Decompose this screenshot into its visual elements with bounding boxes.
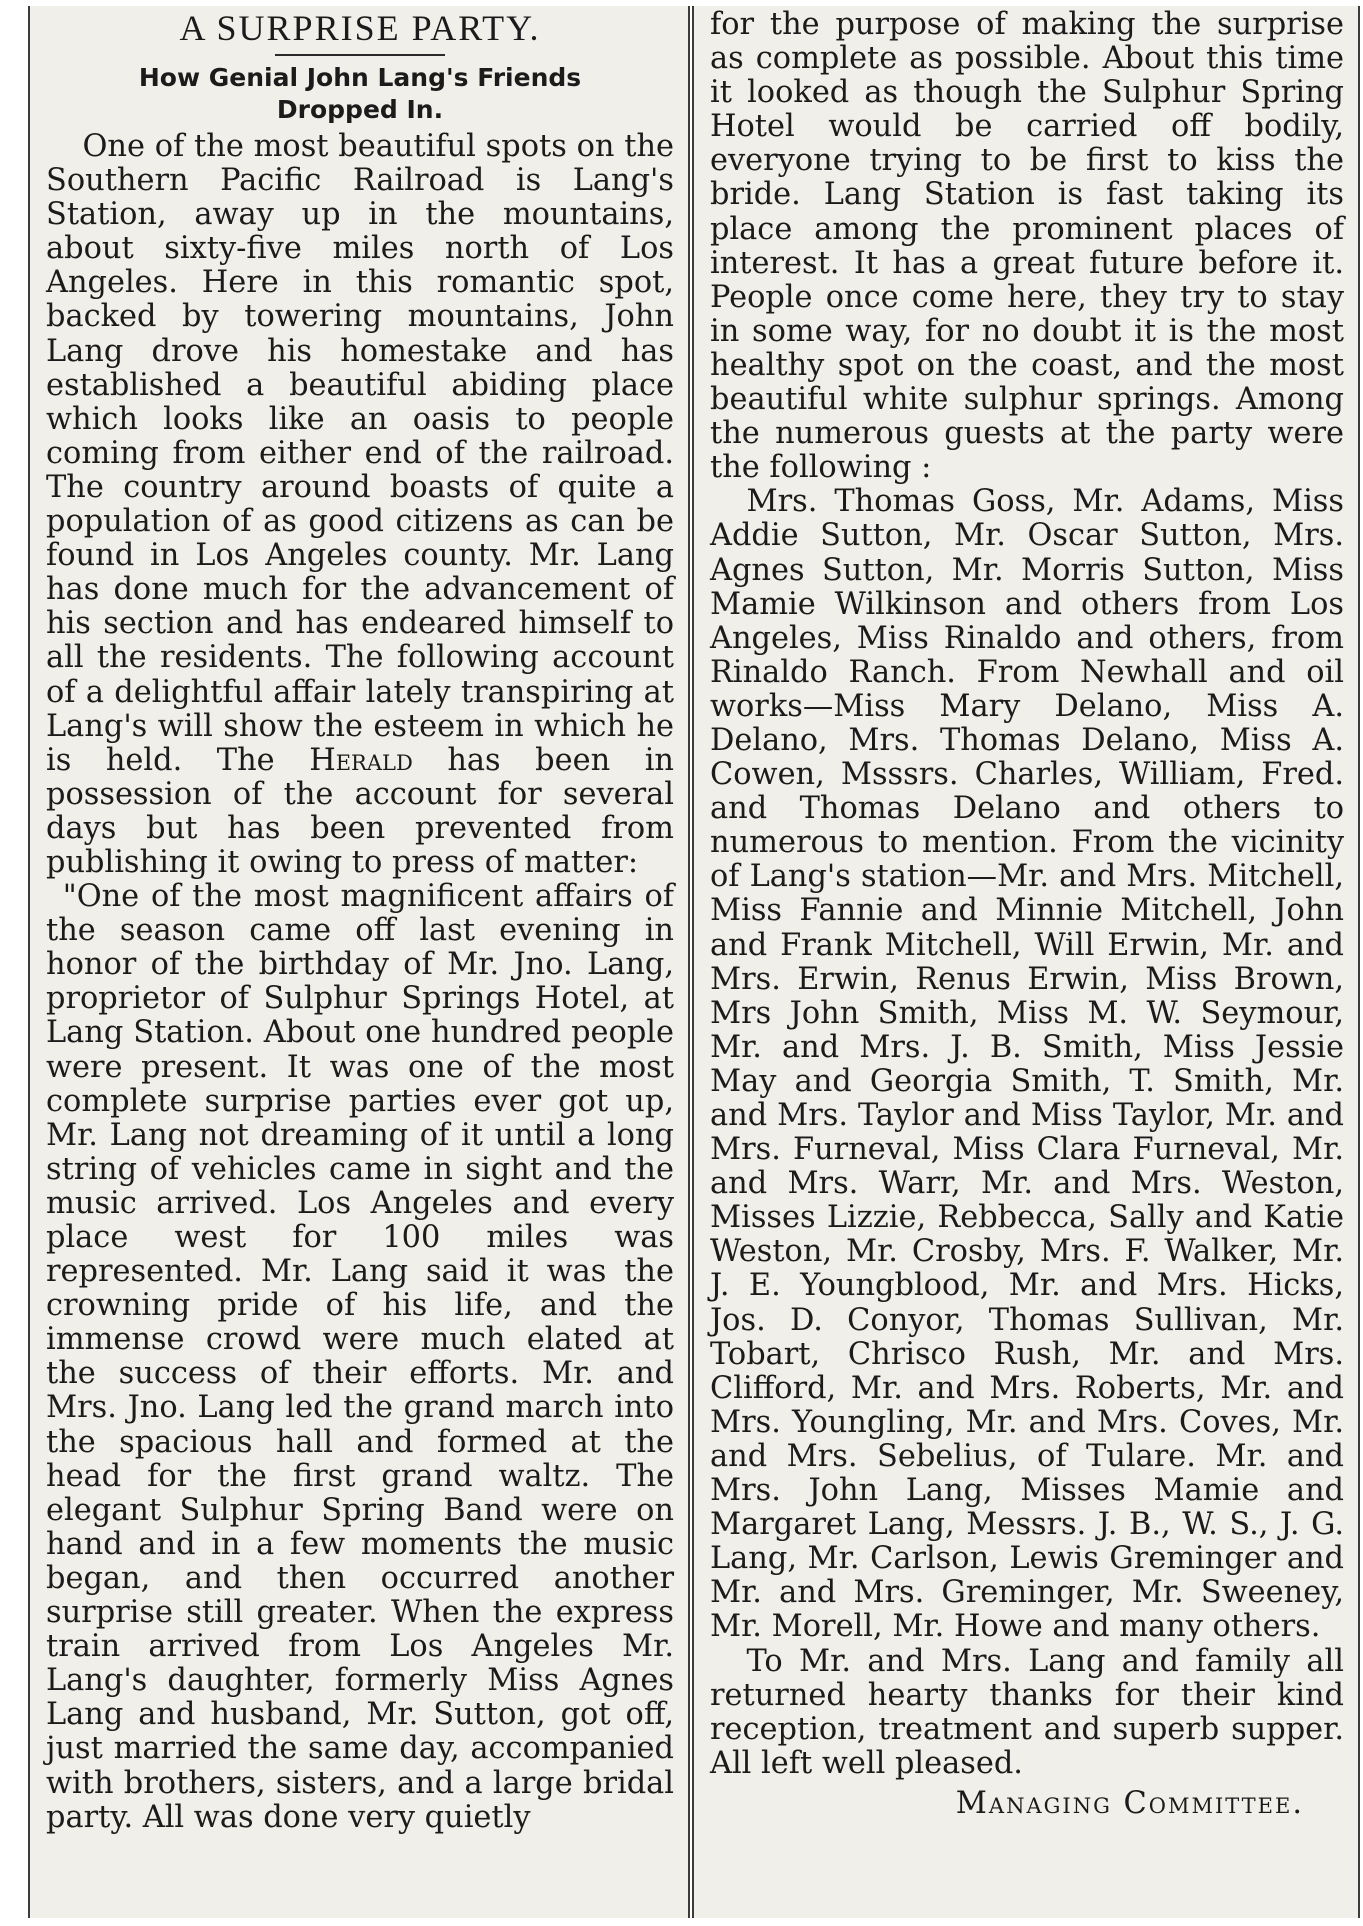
subheadline-line-1: How Genial John Lang's Friends (138, 63, 582, 92)
subheadline (46, 62, 674, 126)
intro-text-part-2: has been in possession of the account for several days but has been prevented from publishing it owing to press of matter: (46, 742, 674, 880)
herald-name: Herald (309, 742, 413, 778)
intro-text-part-1: One of the most beautiful spots on the Southern Pacific Railroad is Lang's Station, away up in the mountains, about sixty-five miles north of Los Angeles. Here in this romantic spot, backed by towering mountains, John Lang drove his homestake and has established a beautiful abiding place which looks like an oasis to people coming from either end of the railroad. The country around boasts of quite a population of as good citizens as can be found in Los Angeles county. Mr. Lang has done much for the advancement of his section and has endeared himself to all the residents. The following account of a delightful affair lately transpiring at Lang's will show the esteem in which he is held. The (46, 129, 674, 778)
right-column (692, 6, 1360, 1918)
quoted-account-paragraph: "One of the most magnificent affairs of the season came off last evening in honor of the birthday of Mr. Jno. Lang, proprietor of Sulphur Springs Hotel, at Lang Station. About one hundred people were present. It was one of the most complete surprise parties ever got up, Mr. Lang not dreaming of it until a long string of vehicles came in sight and the music arrived. Los Angeles and every place west for 100 miles was represented. Mr. Lang said it was the crowning pride of his life, and the immense crowd were much elated at the success of their efforts. Mr. and Mrs. Jno. Lang led the grand march into the spacious hall and formed at the head for the first grand waltz. The elegant Sulphur Spring Band were on hand and in a few moments the music began, and then occurred another surprise still greater. When the express train arrived from Los Angeles Mr. Lang's daughter, formerly Miss Agnes Lang and husband, Mr. Sutton, got off, just married the same day, accompanied with brothers, sisters, and a large bridal party. All was done very quietly (46, 879, 674, 1835)
left-column (28, 6, 690, 1918)
closing-paragraph: To Mr. and Mrs. Lang and family all returned hearty thanks for their kind reception, treatment and superb supper. All left well pleased. (710, 1643, 1344, 1781)
headline-rule (275, 54, 445, 56)
intro-paragraph (46, 130, 674, 880)
subheadline-line-2: Dropped In. (276, 95, 444, 124)
signature: Managing Committee. (955, 1785, 1304, 1821)
quoted-account-continued: for the purpose of making the surprise as complete as possible. About this time it looked as though the Sulphur Spring Hotel would be carried off bodily, everyone trying to be first to kiss the bride. Lang Station is fast taking its place among the prominent places of interest. It has a great future before it. People once come here, they try to stay in some way, for no doubt it is the most healthy spot on the coast, and the most beautiful white sulphur springs. Among the numerous guests at the party were the following : (710, 7, 1344, 486)
guest-list-paragraph: Mrs. Thomas Goss, Mr. Adams, Miss Addie Sutton, Mr. Oscar Sutton, Mrs. Agnes Sutton, Mr. Morris Sutton, Miss Mamie Wilkinson and others from Los Angeles, Miss Rinaldo and others, from Rinaldo Ranch. From Newhall and oil works—Miss Mary Delano, Miss A. Delano, Mrs. Thomas Delano, Miss A. Cowen, Msssrs. Charles, William, Fred. and Thomas Delano and others to numerous to mention. From the vicinity of Lang's station—Mr. and Mrs. Mitchell, Miss Fannie and Minnie Mitchell, John and Frank Mitchell, Will Erwin, Mr. and Mrs. Erwin, Renus Erwin, Miss Brown, Mrs John Smith, Miss M. W. Seymour, Mr. and Mrs. J. B. Smith, Miss Jessie May and Georgia Smith, T. Smith, Mr. and Mrs. Taylor and Miss Taylor, Mr. and Mrs. Furneval, Miss Clara Furneval, Mr. and Mrs. Warr, Mr. and Mrs. Weston, Misses Lizzie, Rebbecca, Sally and Katie Weston, Mr. Crosby, Mrs. F. Walker, Mr. J. E. Youngblood, Mr. and Mrs. Hicks, Jos. D. Conyor, Thomas Sullivan, Mr. Tobart, Chrisco Rush, Mr. and Mrs. Clifford, Mr. and Mrs. Roberts, Mr. and Mrs. Youngling, Mr. and Mrs. Coves, Mr. and Mrs. Sebelius, of Tulare. Mr. and Mrs. John Lang, Misses Mamie and Margaret Lang, Messrs. J. B., W. S., J. G. Lang, Mr. Carlson, Lewis Greminger and Mr. and Mrs. Greminger, Mr. Sweeney, Mr. Morell, Mr. Howe and many others. (710, 484, 1344, 1645)
headline: A SURPRISE PARTY. (179, 8, 541, 48)
